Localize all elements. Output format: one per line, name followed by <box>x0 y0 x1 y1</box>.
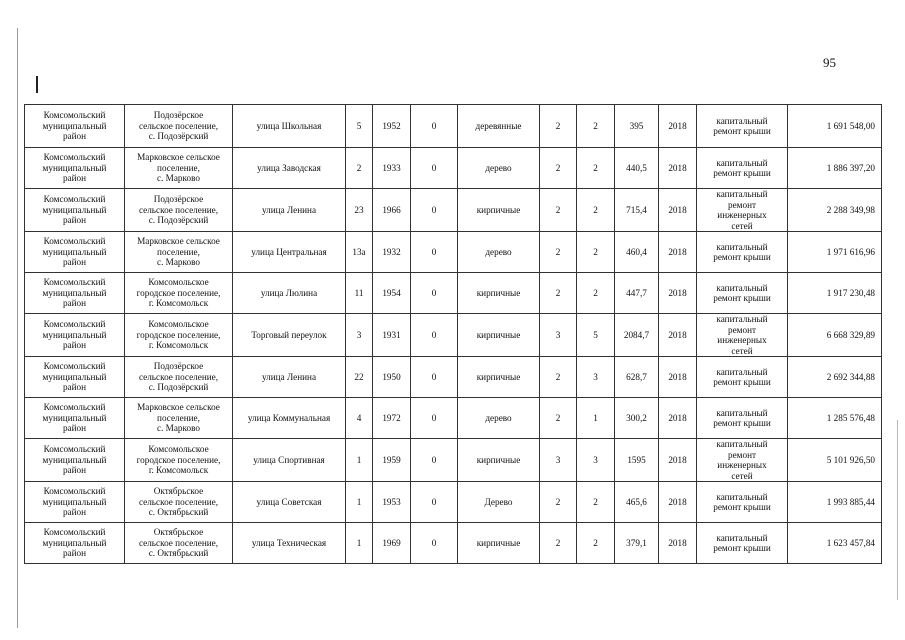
repair-year-cell: 2018 <box>659 189 697 232</box>
wall-material-cell: кирпичные <box>458 357 540 398</box>
work-type-cell: капитальный ремонт крыши <box>697 398 788 439</box>
floors-cell: 2 <box>540 105 577 148</box>
district-cell: Комсомольский муниципальный район <box>25 482 125 523</box>
year-built-cell: 1931 <box>373 314 411 357</box>
work-type-cell: капитальный ремонт крыши <box>697 357 788 398</box>
floors-cell: 2 <box>540 232 577 273</box>
repair-year-cell: 2018 <box>659 357 697 398</box>
table-row <box>25 398 882 439</box>
floors-cell: 3 <box>540 314 577 357</box>
district-cell: Комсомольский муниципальный район <box>25 357 125 398</box>
floors-cell: 3 <box>540 439 577 482</box>
cost-cell: 1 623 457,84 <box>788 523 882 564</box>
repair-year-cell: 2018 <box>659 273 697 314</box>
repair-year-cell: 2018 <box>659 105 697 148</box>
table-row <box>25 189 882 232</box>
work-type-cell: капитальный ремонт крыши <box>697 105 788 148</box>
house-number-cell: 23 <box>346 189 373 232</box>
entrances-cell: 2 <box>577 273 615 314</box>
wall-material-cell: кирпичные <box>458 439 540 482</box>
settlement-cell: Комсомольское городское поселение, г. Комсомольск <box>125 273 233 314</box>
work-type-cell: капитальный ремонт инженерных сетей <box>697 439 788 482</box>
floors-cell: 2 <box>540 148 577 189</box>
repair-year-cell: 2018 <box>659 314 697 357</box>
work-type-cell: капитальный ремонт крыши <box>697 273 788 314</box>
table-row <box>25 273 882 314</box>
entrances-cell: 3 <box>577 439 615 482</box>
street-cell: улица Люлина <box>233 273 346 314</box>
entrances-cell: 2 <box>577 523 615 564</box>
area-cell: 460,4 <box>615 232 659 273</box>
repair-year-cell: 2018 <box>659 523 697 564</box>
area-cell: 447,7 <box>615 273 659 314</box>
cost-cell: 6 668 329,89 <box>788 314 882 357</box>
floors-cell: 2 <box>540 189 577 232</box>
settlement-cell: Марковское сельское поселение, с. Марково <box>125 148 233 189</box>
street-cell: улица Спортивная <box>233 439 346 482</box>
settlement-cell: Марковское сельское поселение, с. Марково <box>125 232 233 273</box>
district-cell: Комсомольский муниципальный район <box>25 189 125 232</box>
district-cell: Комсомольский муниципальный район <box>25 314 125 357</box>
scan-left-edge <box>17 28 18 628</box>
year-built-cell: 1953 <box>373 482 411 523</box>
cost-cell: 5 101 926,50 <box>788 439 882 482</box>
year-built-cell: 1969 <box>373 523 411 564</box>
cost-cell: 1 285 576,48 <box>788 398 882 439</box>
street-cell: улица Советская <box>233 482 346 523</box>
district-cell: Комсомольский муниципальный район <box>25 439 125 482</box>
house-number-cell: 1 <box>346 482 373 523</box>
district-cell: Комсомольский муниципальный район <box>25 273 125 314</box>
year-built-cell: 1966 <box>373 189 411 232</box>
entrances-cell: 3 <box>577 357 615 398</box>
wall-material-cell: дерево <box>458 398 540 439</box>
table-row <box>25 357 882 398</box>
district-cell: Комсомольский муниципальный район <box>25 232 125 273</box>
repair-program-table <box>24 104 882 564</box>
year-reconstruction-cell: 0 <box>411 105 458 148</box>
year-reconstruction-cell: 0 <box>411 398 458 439</box>
street-cell: улица Центральная <box>233 232 346 273</box>
area-cell: 628,7 <box>615 357 659 398</box>
year-reconstruction-cell: 0 <box>411 232 458 273</box>
house-number-cell: 4 <box>346 398 373 439</box>
wall-material-cell: кирпичные <box>458 523 540 564</box>
house-number-cell: 1 <box>346 439 373 482</box>
entrances-cell: 5 <box>577 314 615 357</box>
floors-cell: 2 <box>540 357 577 398</box>
wall-material-cell: кирпичные <box>458 273 540 314</box>
street-cell: улица Ленина <box>233 357 346 398</box>
entrances-cell: 2 <box>577 232 615 273</box>
street-cell: улица Техническая <box>233 523 346 564</box>
area-cell: 2084,7 <box>615 314 659 357</box>
settlement-cell: Октябрьское сельское поселение, с. Октябрьский <box>125 523 233 564</box>
street-cell: улица Ленина <box>233 189 346 232</box>
cost-cell: 1 917 230,48 <box>788 273 882 314</box>
floors-cell: 2 <box>540 398 577 439</box>
repair-year-cell: 2018 <box>659 148 697 189</box>
table-row <box>25 232 882 273</box>
district-cell: Комсомольский муниципальный район <box>25 148 125 189</box>
settlement-cell: Подозёрское сельское поселение, с. Подозёрский <box>125 189 233 232</box>
entrances-cell: 2 <box>577 105 615 148</box>
year-reconstruction-cell: 0 <box>411 523 458 564</box>
cost-cell: 1 971 616,96 <box>788 232 882 273</box>
table-row <box>25 148 882 189</box>
year-reconstruction-cell: 0 <box>411 439 458 482</box>
house-number-cell: 22 <box>346 357 373 398</box>
settlement-cell: Подозёрское сельское поселение, с. Подозёрский <box>125 105 233 148</box>
work-type-cell: капитальный ремонт крыши <box>697 232 788 273</box>
wall-material-cell: кирпичные <box>458 314 540 357</box>
table-row <box>25 482 882 523</box>
wall-material-cell: дерево <box>458 148 540 189</box>
repair-year-cell: 2018 <box>659 232 697 273</box>
cost-cell: 1 691 548,00 <box>788 105 882 148</box>
house-number-cell: 13а <box>346 232 373 273</box>
area-cell: 395 <box>615 105 659 148</box>
floors-cell: 2 <box>540 482 577 523</box>
table-row <box>25 105 882 148</box>
year-built-cell: 1959 <box>373 439 411 482</box>
table-row <box>25 439 882 482</box>
table-row <box>25 314 882 357</box>
house-number-cell: 2 <box>346 148 373 189</box>
settlement-cell: Марковское сельское поселение, с. Марково <box>125 398 233 439</box>
year-reconstruction-cell: 0 <box>411 314 458 357</box>
settlement-cell: Октябрьское сельское поселение, с. Октябрьский <box>125 482 233 523</box>
repair-year-cell: 2018 <box>659 439 697 482</box>
wall-material-cell: Дерево <box>458 482 540 523</box>
wall-material-cell: деревянные <box>458 105 540 148</box>
entrances-cell: 2 <box>577 189 615 232</box>
year-reconstruction-cell: 0 <box>411 148 458 189</box>
cost-cell: 1 886 397,20 <box>788 148 882 189</box>
house-number-cell: 11 <box>346 273 373 314</box>
work-type-cell: капитальный ремонт инженерных сетей <box>697 189 788 232</box>
year-built-cell: 1954 <box>373 273 411 314</box>
area-cell: 465,6 <box>615 482 659 523</box>
wall-material-cell: кирпичные <box>458 189 540 232</box>
work-type-cell: капитальный ремонт инженерных сетей <box>697 314 788 357</box>
repair-year-cell: 2018 <box>659 482 697 523</box>
cost-cell: 2 288 349,98 <box>788 189 882 232</box>
scan-mark <box>36 76 38 93</box>
floors-cell: 2 <box>540 273 577 314</box>
house-number-cell: 3 <box>346 314 373 357</box>
scan-right-edge <box>897 420 898 600</box>
entrances-cell: 2 <box>577 482 615 523</box>
work-type-cell: капитальный ремонт крыши <box>697 148 788 189</box>
settlement-cell: Комсомольское городское поселение, г. Комсомольск <box>125 314 233 357</box>
street-cell: улица Школьная <box>233 105 346 148</box>
year-built-cell: 1952 <box>373 105 411 148</box>
year-reconstruction-cell: 0 <box>411 482 458 523</box>
area-cell: 440,5 <box>615 148 659 189</box>
street-cell: Торговый переулок <box>233 314 346 357</box>
year-built-cell: 1950 <box>373 357 411 398</box>
area-cell: 300,2 <box>615 398 659 439</box>
area-cell: 1595 <box>615 439 659 482</box>
page-number: 95 <box>823 55 836 70</box>
wall-material-cell: дерево <box>458 232 540 273</box>
cost-cell: 1 993 885,44 <box>788 482 882 523</box>
district-cell: Комсомольский муниципальный район <box>25 398 125 439</box>
table-row <box>25 523 882 564</box>
year-built-cell: 1933 <box>373 148 411 189</box>
entrances-cell: 1 <box>577 398 615 439</box>
area-cell: 715,4 <box>615 189 659 232</box>
district-cell: Комсомольский муниципальный район <box>25 105 125 148</box>
floors-cell: 2 <box>540 523 577 564</box>
street-cell: улица Заводская <box>233 148 346 189</box>
table-body <box>25 105 882 564</box>
repair-year-cell: 2018 <box>659 398 697 439</box>
district-cell: Комсомольский муниципальный район <box>25 523 125 564</box>
cost-cell: 2 692 344,88 <box>788 357 882 398</box>
area-cell: 379,1 <box>615 523 659 564</box>
settlement-cell: Комсомольское городское поселение, г. Комсомольск <box>125 439 233 482</box>
year-built-cell: 1932 <box>373 232 411 273</box>
work-type-cell: капитальный ремонт крыши <box>697 523 788 564</box>
year-reconstruction-cell: 0 <box>411 189 458 232</box>
year-built-cell: 1972 <box>373 398 411 439</box>
street-cell: улица Коммунальная <box>233 398 346 439</box>
house-number-cell: 1 <box>346 523 373 564</box>
year-reconstruction-cell: 0 <box>411 273 458 314</box>
settlement-cell: Подозёрское сельское поселение, с. Подозёрский <box>125 357 233 398</box>
house-number-cell: 5 <box>346 105 373 148</box>
year-reconstruction-cell: 0 <box>411 357 458 398</box>
entrances-cell: 2 <box>577 148 615 189</box>
work-type-cell: капитальный ремонт крыши <box>697 482 788 523</box>
